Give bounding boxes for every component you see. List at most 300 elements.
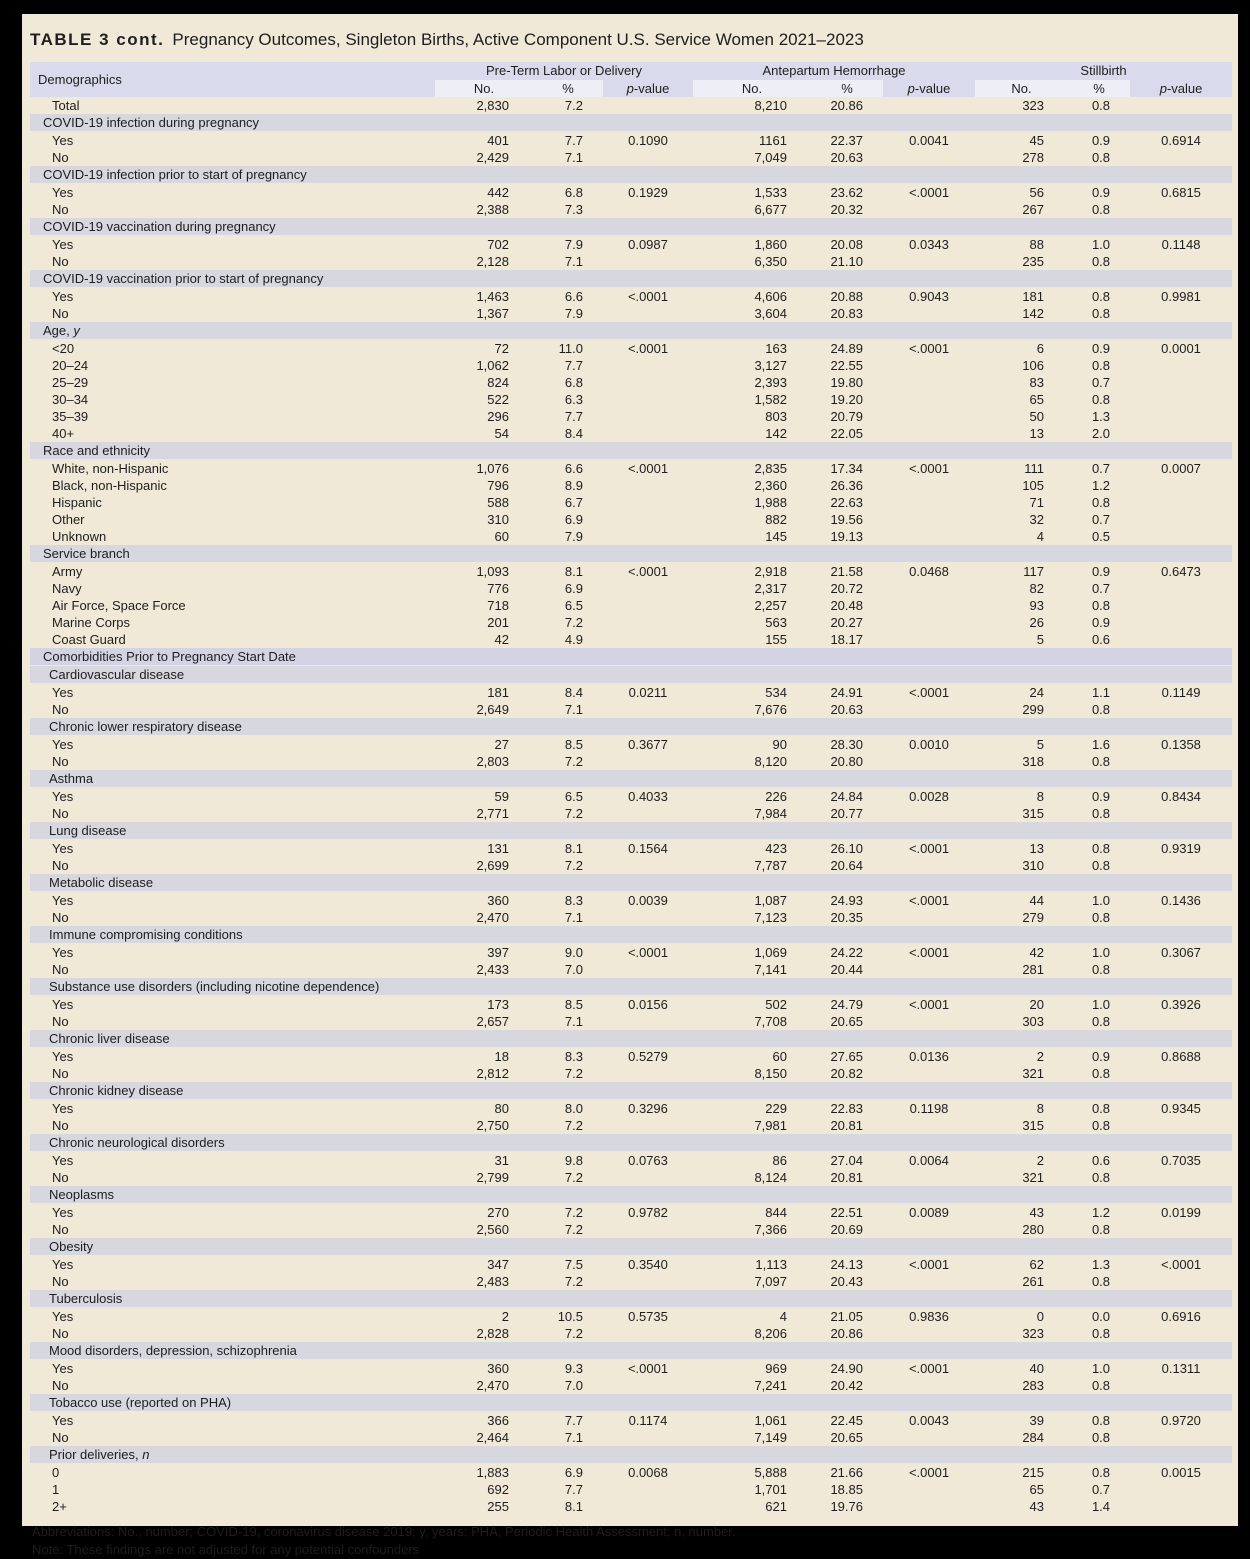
- cell: [603, 1013, 693, 1030]
- cell: 0.0064: [883, 1152, 975, 1170]
- cell: 8: [975, 788, 1068, 806]
- cell: 0.0199: [1130, 1204, 1232, 1222]
- cell: 360: [435, 892, 533, 910]
- section-header-row: [30, 1030, 1232, 1048]
- cell: [1130, 1377, 1232, 1394]
- row-label: Unknown: [30, 528, 435, 545]
- row-label: Yes: [30, 1100, 435, 1118]
- cell: 17.34: [811, 460, 883, 478]
- cell: 7,049: [693, 149, 811, 166]
- table-row: [30, 580, 1232, 597]
- cell: 8,210: [693, 97, 811, 114]
- cell: 0.3296: [603, 1100, 693, 1118]
- cell: [1130, 1013, 1232, 1030]
- cell: 72: [435, 340, 533, 358]
- cell: 59: [435, 788, 533, 806]
- cell: 1.3: [1068, 1256, 1130, 1274]
- row-label: Yes: [30, 996, 435, 1014]
- cell: [883, 909, 975, 926]
- section-label: Immune compromising conditions: [30, 926, 1232, 944]
- cell: [603, 357, 693, 374]
- abbreviations-note: Abbreviations: No., number; COVID-19, coronavirus disease 2019; y, years; PHA, Periodic Health Assessment; n, number.: [32, 1524, 736, 1539]
- cell: 6.9: [533, 511, 603, 528]
- cell: 7,123: [693, 909, 811, 926]
- cell: 5: [975, 736, 1068, 754]
- table-row: [30, 357, 1232, 374]
- cell: [1130, 1273, 1232, 1290]
- cell: 20.80: [811, 753, 883, 770]
- cell: 2,429: [435, 149, 533, 166]
- cell: [1130, 253, 1232, 270]
- cell: 0.5735: [603, 1308, 693, 1326]
- table-row: [30, 408, 1232, 425]
- cell: 6,350: [693, 253, 811, 270]
- cell: 283: [975, 1377, 1068, 1394]
- cell: 7.9: [533, 528, 603, 545]
- cell: 32: [975, 511, 1068, 528]
- section-header-row: [30, 1394, 1232, 1412]
- cell: 4: [975, 528, 1068, 545]
- table-row: [30, 961, 1232, 978]
- section-label: Chronic liver disease: [30, 1030, 1232, 1048]
- cell: 0.0156: [603, 996, 693, 1014]
- cell: 299: [975, 701, 1068, 718]
- cell: 24.93: [811, 892, 883, 910]
- table-number-label: TABLE 3 cont.: [30, 30, 165, 49]
- cell: 22.63: [811, 494, 883, 511]
- cell: 6: [975, 340, 1068, 358]
- cell: 1161: [693, 132, 811, 150]
- cell: 2,388: [435, 201, 533, 218]
- cell: [883, 494, 975, 511]
- cell: 7,149: [693, 1429, 811, 1446]
- cell: [883, 961, 975, 978]
- cell: 0.0015: [1130, 1464, 1232, 1482]
- table-row: [30, 494, 1232, 511]
- cell: 0.0001: [1130, 340, 1232, 358]
- column-header-no: No.: [693, 80, 811, 97]
- cell: 20.83: [811, 305, 883, 322]
- cell: 0.0010: [883, 736, 975, 754]
- cell: 2,835: [693, 460, 811, 478]
- cell: 4,606: [693, 288, 811, 306]
- cell: 279: [975, 909, 1068, 926]
- section-header-row: [30, 666, 1232, 684]
- cell: 90: [693, 736, 811, 754]
- cell: 24.89: [811, 340, 883, 358]
- cell: 318: [975, 753, 1068, 770]
- table-row: [30, 1360, 1232, 1378]
- cell: 7.2: [533, 1325, 603, 1342]
- cell: 0.8434: [1130, 788, 1232, 806]
- table-row: [30, 1117, 1232, 1134]
- cell: 20.69: [811, 1221, 883, 1238]
- cell: 0.8: [1068, 805, 1130, 822]
- cell: 20.27: [811, 614, 883, 631]
- row-label: No: [30, 1273, 435, 1290]
- table-row: [30, 805, 1232, 822]
- table-row: [30, 631, 1232, 648]
- cell: 7.1: [533, 1429, 603, 1446]
- section-header-row: [30, 926, 1232, 944]
- cell: 2,649: [435, 701, 533, 718]
- cell: 7.2: [533, 1273, 603, 1290]
- table-row: [30, 288, 1232, 306]
- cell: 0.1174: [603, 1412, 693, 1430]
- cell: 0.0007: [1130, 460, 1232, 478]
- row-label: No: [30, 1169, 435, 1186]
- cell: [1130, 805, 1232, 822]
- cell: 0.7: [1068, 511, 1130, 528]
- cell: [603, 528, 693, 545]
- table-header: [30, 62, 1232, 97]
- section-label: COVID-19 vaccination prior to start of pregnancy: [30, 270, 1232, 288]
- cell: 0.8: [1068, 909, 1130, 926]
- cell: 1.0: [1068, 996, 1130, 1014]
- cell: [883, 753, 975, 770]
- cell: 2,799: [435, 1169, 533, 1186]
- section-header-row: [30, 1082, 1232, 1100]
- cell: <.0001: [603, 460, 693, 478]
- cell: 62: [975, 1256, 1068, 1274]
- cell: [883, 1065, 975, 1082]
- cell: 1.2: [1068, 1204, 1130, 1222]
- cell: 145: [693, 528, 811, 545]
- cell: 0.7: [1068, 1481, 1130, 1498]
- table-row: [30, 1221, 1232, 1238]
- cell: 13: [975, 425, 1068, 442]
- cell: 18: [435, 1048, 533, 1066]
- section-label: Age, y: [30, 322, 1232, 340]
- cell: 0.8: [1068, 597, 1130, 614]
- cell: 303: [975, 1013, 1068, 1030]
- cell: <.0001: [883, 996, 975, 1014]
- cell: 0.6473: [1130, 563, 1232, 581]
- table-row: [30, 1464, 1232, 1482]
- row-label: White, non-Hispanic: [30, 460, 435, 478]
- row-label: No: [30, 1325, 435, 1342]
- table-row: [30, 701, 1232, 718]
- cell: 7.2: [533, 97, 603, 114]
- table-row: [30, 1169, 1232, 1186]
- row-label: No: [30, 753, 435, 770]
- cell: 26: [975, 614, 1068, 631]
- cell: 0.0211: [603, 684, 693, 702]
- cell: 111: [975, 460, 1068, 478]
- row-label: Yes: [30, 1412, 435, 1430]
- row-label: No: [30, 253, 435, 270]
- cell: 20.86: [811, 97, 883, 114]
- cell: 0.7: [1068, 580, 1130, 597]
- cell: [883, 97, 975, 114]
- section-header-row: [30, 114, 1232, 132]
- cell: 270: [435, 1204, 533, 1222]
- cell: 21.58: [811, 563, 883, 581]
- cell: [603, 149, 693, 166]
- cell: 0.0343: [883, 236, 975, 254]
- cell: [1130, 857, 1232, 874]
- column-header-pct: %: [1068, 80, 1130, 97]
- cell: <.0001: [883, 1256, 975, 1274]
- cell: 181: [975, 288, 1068, 306]
- row-label: No: [30, 1117, 435, 1134]
- cell: 24: [975, 684, 1068, 702]
- cell: 0: [975, 1308, 1068, 1326]
- cell: 0.8: [1068, 1325, 1130, 1342]
- cell: 131: [435, 840, 533, 858]
- cell: [603, 1429, 693, 1446]
- row-label: No: [30, 1429, 435, 1446]
- cell: [1130, 511, 1232, 528]
- group-header-preterm: Pre-Term Labor or Delivery: [435, 62, 693, 80]
- cell: 0.1198: [883, 1100, 975, 1118]
- cell: 235: [975, 253, 1068, 270]
- cell: 522: [435, 391, 533, 408]
- cell: 7.5: [533, 1256, 603, 1274]
- cell: 6.5: [533, 597, 603, 614]
- cell: 20.63: [811, 701, 883, 718]
- cell: 0.1929: [603, 184, 693, 202]
- cell: 502: [693, 996, 811, 1014]
- cell: [1130, 494, 1232, 511]
- cell: 20.43: [811, 1273, 883, 1290]
- table-row: [30, 788, 1232, 806]
- cell: 0.8: [1068, 1117, 1130, 1134]
- cell: [603, 614, 693, 631]
- cell: 7.7: [533, 132, 603, 150]
- cell: <.0001: [883, 944, 975, 962]
- cell: 423: [693, 840, 811, 858]
- row-label: 40+: [30, 425, 435, 442]
- cell: 969: [693, 1360, 811, 1378]
- table-row: [30, 132, 1232, 150]
- cell: 1,883: [435, 1464, 533, 1482]
- cell: 588: [435, 494, 533, 511]
- section-header-row: [30, 1342, 1232, 1360]
- cell: <.0001: [883, 460, 975, 478]
- cell: 1,061: [693, 1412, 811, 1430]
- cell: 39: [975, 1412, 1068, 1430]
- cell: 0.9: [1068, 340, 1130, 358]
- cell: 8.9: [533, 477, 603, 494]
- cell: 8.1: [533, 840, 603, 858]
- cell: 8,124: [693, 1169, 811, 1186]
- cell: 163: [693, 340, 811, 358]
- cell: 4.9: [533, 631, 603, 648]
- cell: <.0001: [883, 892, 975, 910]
- cell: 397: [435, 944, 533, 962]
- row-label: 2+: [30, 1498, 435, 1515]
- cell: 0.9: [1068, 184, 1130, 202]
- cell: <.0001: [603, 340, 693, 358]
- cell: [1130, 149, 1232, 166]
- cell: 0.6: [1068, 1152, 1130, 1170]
- cell: 1.1: [1068, 684, 1130, 702]
- table-row: [30, 857, 1232, 874]
- cell: 6.5: [533, 788, 603, 806]
- section-header-row: [30, 874, 1232, 892]
- cell: [883, 1273, 975, 1290]
- row-label: No: [30, 1065, 435, 1082]
- section-label: Cardiovascular disease: [30, 666, 1232, 684]
- cell: 7.1: [533, 1013, 603, 1030]
- cell: 0.9043: [883, 288, 975, 306]
- cell: 117: [975, 563, 1068, 581]
- cell: 0.6916: [1130, 1308, 1232, 1326]
- table-row: [30, 1100, 1232, 1118]
- cell: 0.8: [1068, 1377, 1130, 1394]
- cell: 7.7: [533, 357, 603, 374]
- cell: 2,317: [693, 580, 811, 597]
- table-row: [30, 511, 1232, 528]
- cell: [1130, 1325, 1232, 1342]
- cell: 21.05: [811, 1308, 883, 1326]
- cell: 323: [975, 97, 1068, 114]
- cell: 42: [435, 631, 533, 648]
- section-header-row: [30, 1290, 1232, 1308]
- cell: [603, 1169, 693, 1186]
- cell: 6,677: [693, 201, 811, 218]
- cell: 0.3926: [1130, 996, 1232, 1014]
- row-label: Yes: [30, 736, 435, 754]
- row-label: No: [30, 201, 435, 218]
- row-label: Air Force, Space Force: [30, 597, 435, 614]
- table-row: [30, 614, 1232, 631]
- section-label: Mood disorders, depression, schizophrenia: [30, 1342, 1232, 1360]
- cell: 0.9345: [1130, 1100, 1232, 1118]
- cell: 22.83: [811, 1100, 883, 1118]
- group-header-row: [30, 62, 1232, 80]
- cell: 284: [975, 1429, 1068, 1446]
- section-label: COVID-19 infection during pregnancy: [30, 114, 1232, 132]
- cell: [603, 494, 693, 511]
- cell: 1.6: [1068, 736, 1130, 754]
- cell: 7,787: [693, 857, 811, 874]
- table-row: [30, 1204, 1232, 1222]
- cell: 20.72: [811, 580, 883, 597]
- row-label: No: [30, 149, 435, 166]
- cell: 7.1: [533, 253, 603, 270]
- cell: 215: [975, 1464, 1068, 1482]
- cell: 20.65: [811, 1013, 883, 1030]
- section-label: Chronic neurological disorders: [30, 1134, 1232, 1152]
- cell: 2,128: [435, 253, 533, 270]
- cell: 7.1: [533, 909, 603, 926]
- cell: 5,888: [693, 1464, 811, 1482]
- cell: 0.9720: [1130, 1412, 1232, 1430]
- table-row: [30, 184, 1232, 202]
- cell: 24.79: [811, 996, 883, 1014]
- section-header-row: [30, 1186, 1232, 1204]
- adjustment-note: Note: These findings are not adjusted for any potential confounders: [32, 1542, 420, 1557]
- cell: [603, 909, 693, 926]
- cell: 105: [975, 477, 1068, 494]
- cell: 2,393: [693, 374, 811, 391]
- cell: 0.5: [1068, 528, 1130, 545]
- row-label: Other: [30, 511, 435, 528]
- cell: 65: [975, 391, 1068, 408]
- cell: 1,860: [693, 236, 811, 254]
- cell: 2,771: [435, 805, 533, 822]
- cell: [603, 1221, 693, 1238]
- cell: 0.9319: [1130, 840, 1232, 858]
- cell: 24.84: [811, 788, 883, 806]
- cell: [603, 1498, 693, 1515]
- cell: 8,150: [693, 1065, 811, 1082]
- table-row: [30, 736, 1232, 754]
- cell: 19.76: [811, 1498, 883, 1515]
- cell: 18.85: [811, 1481, 883, 1498]
- cell: 20.63: [811, 149, 883, 166]
- cell: <.0001: [883, 1464, 975, 1482]
- table-row: [30, 305, 1232, 322]
- cell: 7.3: [533, 201, 603, 218]
- cell: [1130, 1481, 1232, 1498]
- table-row: [30, 201, 1232, 218]
- section-header-row: [30, 648, 1232, 666]
- cell: 19.56: [811, 511, 883, 528]
- section-header-row: [30, 322, 1232, 340]
- cell: [1130, 477, 1232, 494]
- cell: 11.0: [533, 340, 603, 358]
- cell: 2.0: [1068, 425, 1130, 442]
- cell: 0.8688: [1130, 1048, 1232, 1066]
- cell: 0.9: [1068, 1048, 1130, 1066]
- table-row: [30, 1048, 1232, 1066]
- cell: [1130, 631, 1232, 648]
- cell: [603, 253, 693, 270]
- cell: 8.5: [533, 996, 603, 1014]
- cell: 7.1: [533, 149, 603, 166]
- cell: 2,918: [693, 563, 811, 581]
- row-label: Yes: [30, 1308, 435, 1326]
- cell: 7.7: [533, 408, 603, 425]
- cell: [883, 477, 975, 494]
- cell: 2: [435, 1308, 533, 1326]
- cell: 0.8: [1068, 1464, 1130, 1482]
- cell: [1130, 701, 1232, 718]
- cell: [1130, 528, 1232, 545]
- cell: [1130, 753, 1232, 770]
- cell: 7,981: [693, 1117, 811, 1134]
- cell: 0.8: [1068, 494, 1130, 511]
- cell: [1130, 374, 1232, 391]
- cell: 0.8: [1068, 840, 1130, 858]
- cell: [603, 805, 693, 822]
- row-label: Yes: [30, 944, 435, 962]
- cell: 1,062: [435, 357, 533, 374]
- cell: [883, 1117, 975, 1134]
- cell: 0.7: [1068, 460, 1130, 478]
- cell: 86: [693, 1152, 811, 1170]
- cell: [883, 408, 975, 425]
- cell: 60: [693, 1048, 811, 1066]
- cell: 0.0039: [603, 892, 693, 910]
- section-header-row: [30, 822, 1232, 840]
- cell: 315: [975, 805, 1068, 822]
- cell: 2,828: [435, 1325, 533, 1342]
- cell: 776: [435, 580, 533, 597]
- cell: 0.9836: [883, 1308, 975, 1326]
- table-row: [30, 1273, 1232, 1290]
- cell: [883, 374, 975, 391]
- cell: 0.8: [1068, 701, 1130, 718]
- cell: 0.8: [1068, 857, 1130, 874]
- cell: 7.1: [533, 701, 603, 718]
- cell: 21.10: [811, 253, 883, 270]
- column-header-pvalue: p-value: [883, 80, 975, 97]
- cell: 7.2: [533, 753, 603, 770]
